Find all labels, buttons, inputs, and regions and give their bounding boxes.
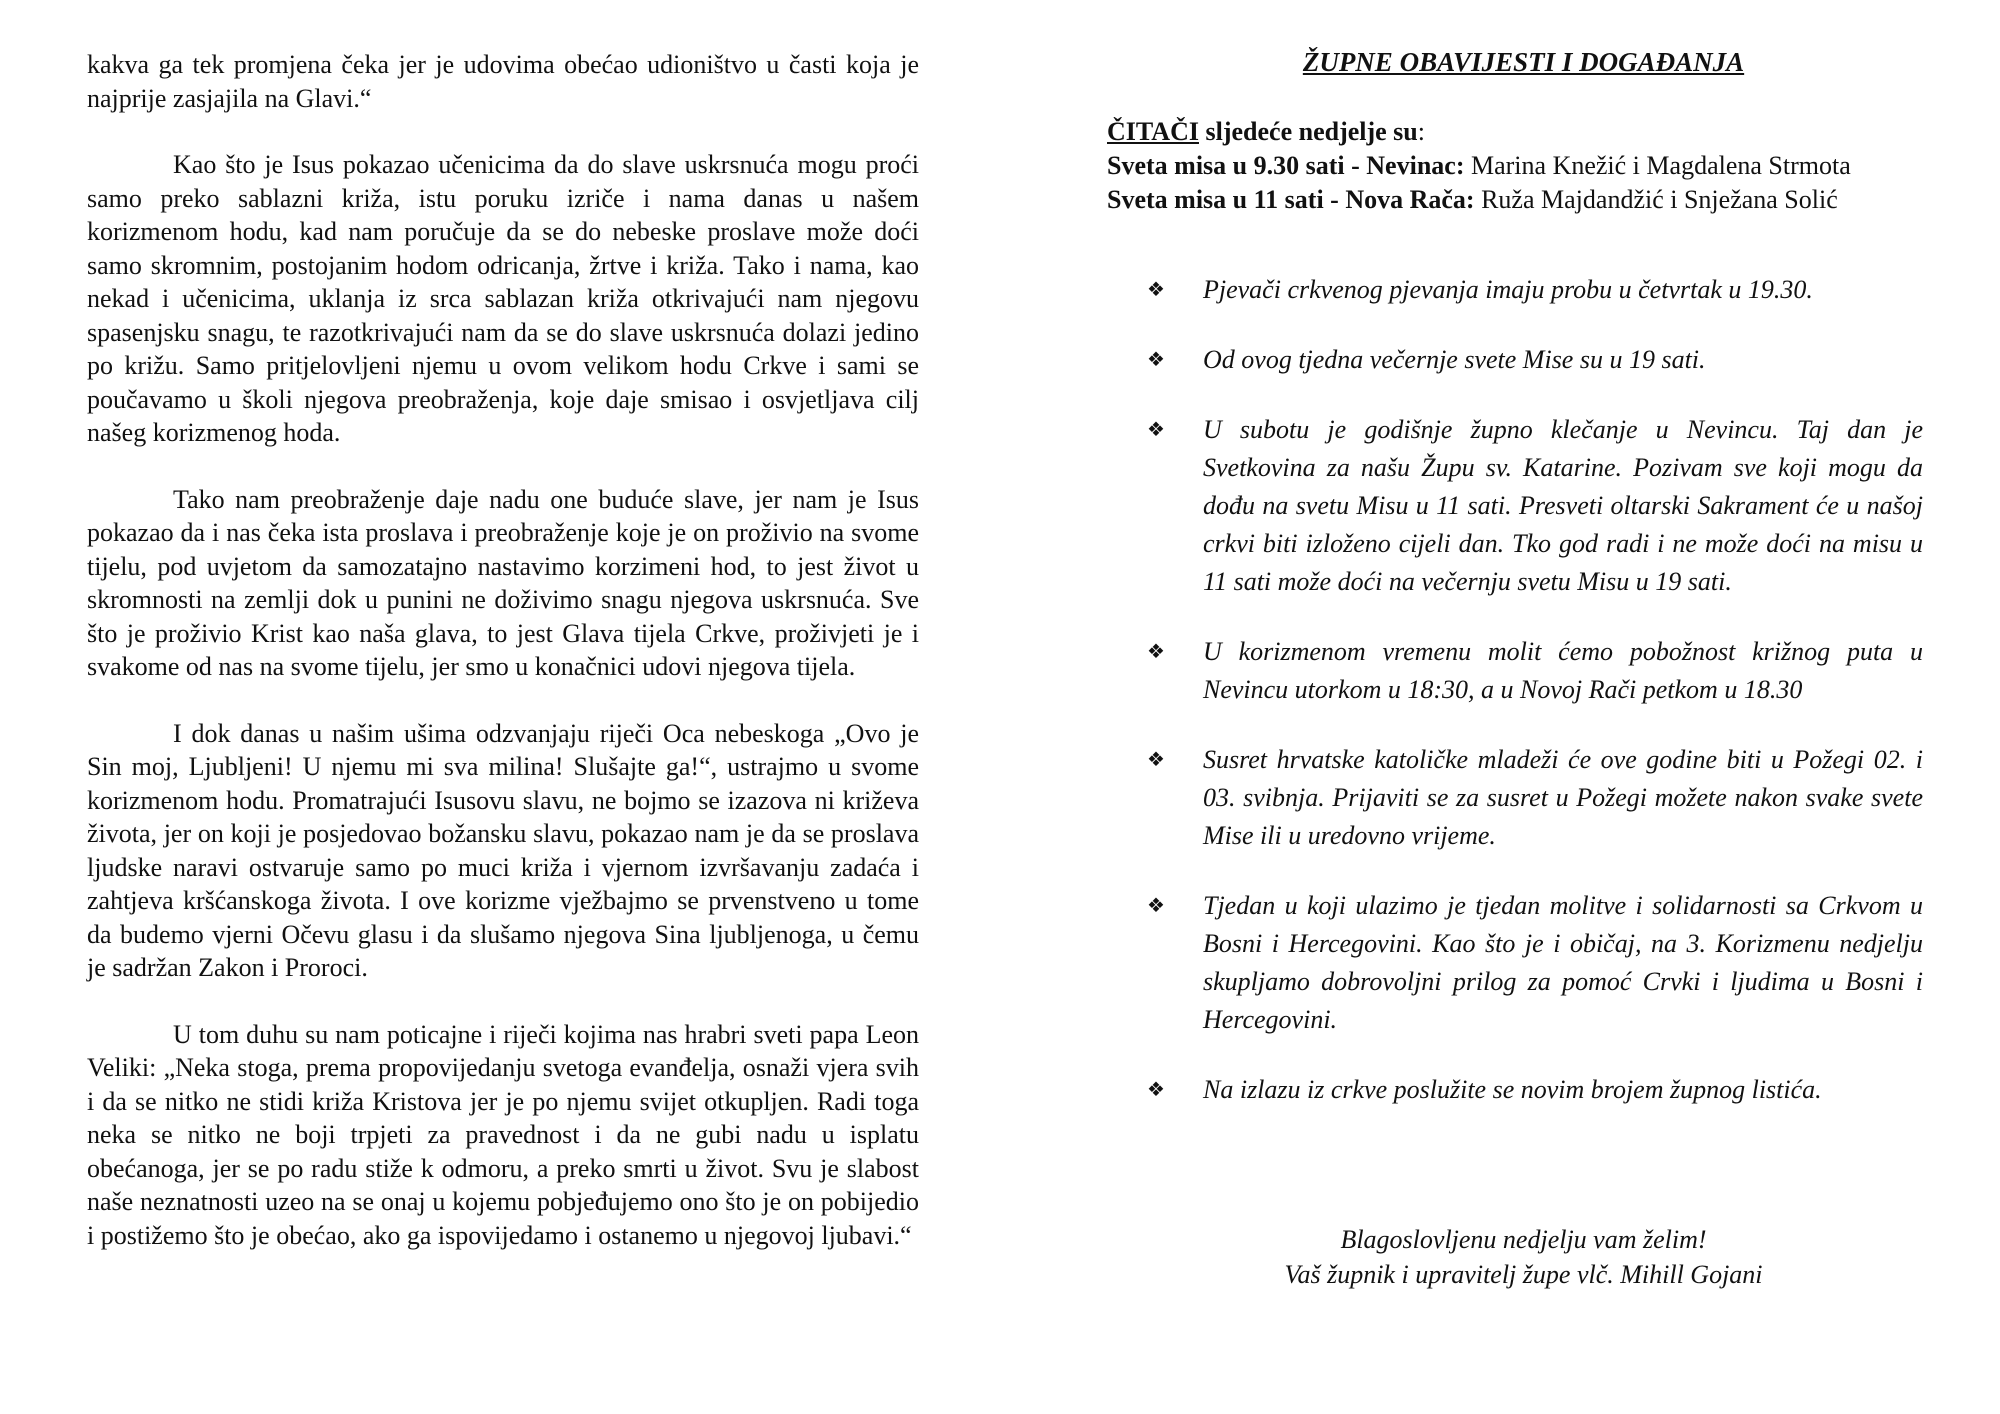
mass-2-label: Sveta misa u 11 sati - Nova Rača: (1107, 185, 1475, 214)
notice-text: Pjevači crkvenog pjevanja imaju probu u četvrtak u 19.30. (1203, 275, 1813, 304)
notices-list (1107, 271, 1940, 1109)
readers-section (1107, 115, 1940, 217)
notice-item (1147, 271, 1923, 309)
readers-mass-1 (1107, 149, 1940, 183)
notice-text: Susret hrvatske katoličke mladeži će ove godine biti u Požegi 02. i 03. svibnja. Prijaviti se za susret u Požegi možete nakon svake svete Mise ili u uredovno vrijeme. (1203, 745, 1923, 850)
announcements-title: ŽUPNE OBAVIJESTI I DOGAĐANJA (1302, 47, 1745, 77)
diamond-bullet-icon: ❖ (1147, 641, 1165, 663)
article-paragraph-2: Kao što je Isus pokazao učenicima da do slave uskrsnuća mogu proći samo preko sablazni križa, istu poruku izriče i nama danas u našem korizmenom hodu, kad nam poručuje da se do nebeske proslave može doći samo skromnim, postojanim hodom odricanja, žrtve i križa. Tako i nama, kao nekad i učenicima, uklanja iz srca sablazan križa otkrivajući nam njegovu spasenjsku snagu, te razotkrivajući nam da se do slave uskrsnuća dolazi jedino po križu. Samo pritjelovljeni njemu u ovom velikom hodu Crkve i sami se poučavamo u školi njegova preobraženja, koje daje smisao i osvjetljava cilj našeg korizmenog hoda. (87, 150, 919, 447)
readers-heading (1107, 115, 1940, 149)
notice-item (1147, 341, 1923, 379)
mass-1-names: Marina Knežić i Magdalena Strmota (1464, 151, 1851, 180)
article-paragraph-1: kakva ga tek promjena čeka jer je udovima obećao udioništvo u časti koja je najprije zasjajila na Glavi.“ (87, 50, 919, 113)
right-column-announcements (1107, 46, 1940, 1141)
notice-text: U subotu je godišnje župno klečanje u Nevincu. Taj dan je Svetkovina za našu Župu sv. Katarine. Pozivam sve koji mogu da dođu na svetu Misu u 11 sati. Presveti oltarski Sakrament će u našoj crkvi biti izloženo cijeli dan. Tko god radi i ne može doći na misu u 11 sati može doći na večernju svetu Misu u 19 sati. (1203, 415, 1923, 596)
notice-item (1147, 1071, 1923, 1109)
notice-item (1147, 411, 1923, 601)
article-paragraph-3: Tako nam preobraženje daje nadu one buduće slave, jer nam je Isus pokazao da i nas čeka ista proslava i preobraženje koje je on proživio na svome tijelu, pod uvjetom da samozatajno nastavimo korzimeni hod, to jest život u skromnosti na zemlji dok u punini ne doživimo snagu njegova uskrsnuća. Sve što je proživio Krist kao naša glava, to jest Glava tijela Crkve, proživjeti je i svakome od nas na svome tijelu, jer smo u konačnici udovi njegova tijela. (87, 484, 919, 681)
diamond-bullet-icon: ❖ (1147, 349, 1165, 371)
notice-text: Na izlazu iz crkve poslužite se novim brojem župnog listića. (1203, 1075, 1822, 1104)
signature-block (1107, 1222, 1940, 1292)
notice-item (1147, 887, 1923, 1039)
notice-text: U korizmenom vremenu molit ćemo pobožnost križnog puta u Nevincu utorkom u 18:30, a u Novoj Rači petkom u 18.30 (1203, 637, 1923, 704)
diamond-bullet-icon: ❖ (1147, 279, 1165, 301)
readers-heading-colon: : (1417, 117, 1425, 146)
left-column-article (87, 48, 919, 1285)
readers-heading-rest: sljedeće nedjelje su (1198, 117, 1418, 146)
readers-heading-label: ČITAČI (1107, 117, 1199, 146)
mass-1-label: Sveta misa u 9.30 sati - Nevinac: (1107, 151, 1465, 180)
notice-item (1147, 633, 1923, 709)
mass-2-names: Ruža Majdandžić i Snježana Solić (1474, 185, 1838, 214)
article-paragraph-4: I dok danas u našim ušima odzvanjaju riječi Oca nebeskoga „Ovo je Sin moj, Ljubljeni! U njemu mi sva milina! Slušajte ga!“, ustrajmo u svome korizmenom hodu. Promatrajući Isusovu slavu, ne bojmo se izazova ni križeva života, jer on koji je posjedovao božansku slavu, pokazao nam je da se proslava ljudske naravi ostvaruje samo po muci križa i vjernom izvršavanju zadaća i zahtjeva kršćanskoga života. I ove korizme vježbajmo se prvenstveno u tome da budemo vjerni Očevu glasu i da slušamo njegova Sina ljubljenoga, u čemu je sadržan Zakon i Proroci. (87, 718, 919, 982)
notice-item (1147, 741, 1923, 855)
diamond-bullet-icon: ❖ (1147, 419, 1165, 441)
readers-mass-2 (1107, 183, 1940, 217)
notice-text: Tjedan u koji ulazimo je tjedan molitve i solidarnosti sa Crkvom u Bosni i Hercegovini. Kao što je i običaj, na 3. Korizmenu nedjelju skupljamo dobrovoljni prilog za pomoć Crvki i ljudima u Bosni i Hercegovini. (1203, 891, 1923, 1034)
diamond-bullet-icon: ❖ (1147, 895, 1165, 917)
blessing-line: Blagoslovljenu nedjelju vam želim! (1340, 1225, 1707, 1254)
diamond-bullet-icon: ❖ (1147, 749, 1165, 771)
diamond-bullet-icon: ❖ (1147, 1079, 1165, 1101)
notice-text: Od ovog tjedna večernje svete Mise su u 19 sati. (1203, 345, 1706, 374)
article-paragraph-5: U tom duhu su nam poticajne i riječi kojima nas hrabri sveti papa Leon Veliki: „Neka stoga, prema propovijedanju svetoga evanđelja, osnaži vjera svih i da se nitko ne stidi križa Kristova jer je po njemu svijet otkupljen. Radi toga neka se nitko ne boji trpjeti za pravednost i da ne gubi nadu u isplatu obećanoga, jer se po radu stiže k odmoru, a preko smrti u život. Svu je slabost naše neznatnosti uzeo na se onaj u kojemu pobjeđujemo ono što je on pobijedio i postižemo što je obećao, ako ga ispovijedamo i ostanemo u njegovoj ljubavi.“ (87, 1019, 919, 1250)
pastor-signature: Vaš župnik i upravitelj župe vlč. Mihill Gojani (1284, 1260, 1763, 1289)
